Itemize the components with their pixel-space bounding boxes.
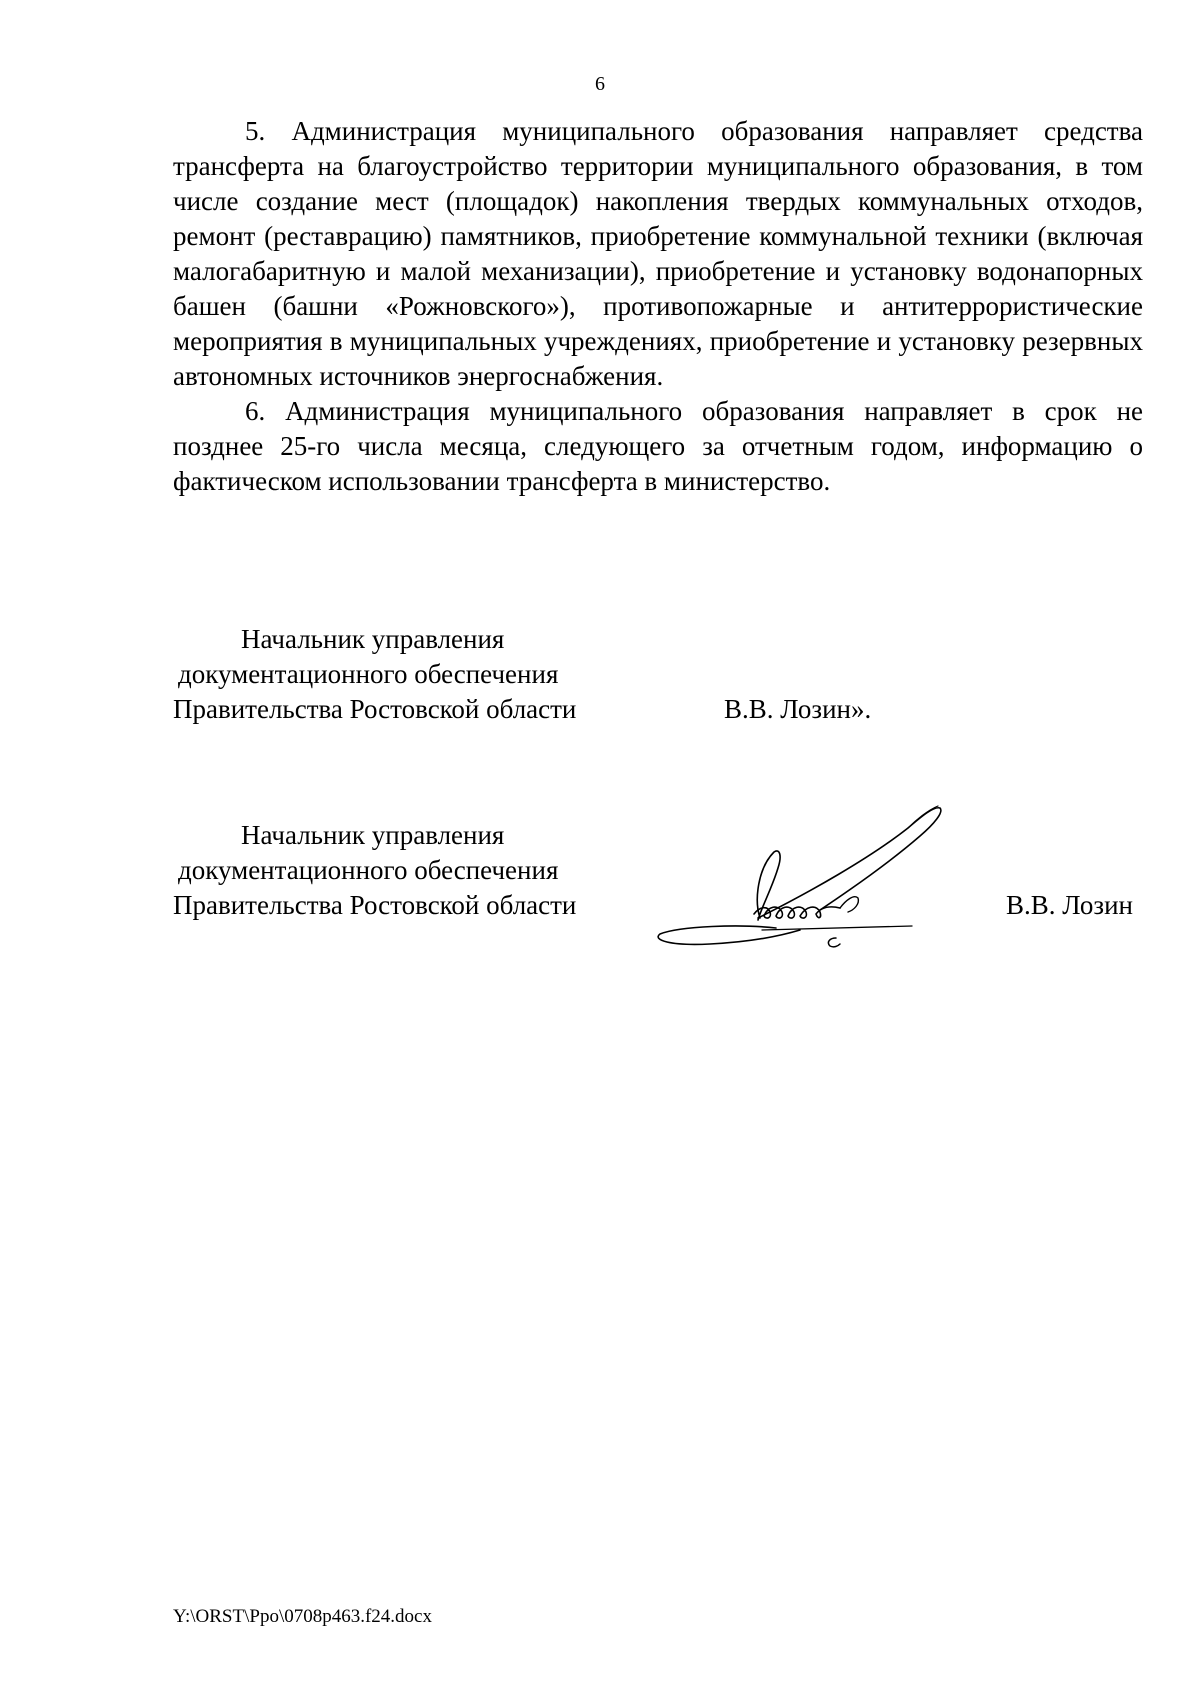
signature-block-1-title-line-2: документационного обеспечения [178,659,559,689]
footer-file-path: Y:\ORST\Ppo\0708p463.f24.docx [173,1606,432,1627]
signature-block-2-name: В.В. Лозин [1006,890,1133,920]
signature-block-1-title-line-3: Правительства Ростовской области [173,694,577,724]
signature-block-2-title-line-2: документационного обеспечения [178,855,559,885]
signature-block-2-title-line-3: Правительства Ростовской области [173,890,577,920]
document-body [173,114,1143,499]
signature-block-2-title [173,818,613,923]
signature-block-1-name: В.В. Лозин». [724,694,872,724]
signature-block-2-title-line-1: Начальник управления [241,820,505,850]
page-number: 6 [595,73,605,95]
handwritten-signature-icon [650,800,980,950]
signature-block-1-title [173,622,613,727]
paragraph-6: 6. Администрация муниципального образования направляет в срок не позднее 25-го числа месяца, следующего за отчетным годом, информацию о фактическом использовании трансферта в министерство. [173,396,1143,496]
signature-block-1-title-line-1: Начальник управления [241,624,505,654]
paragraph-5: 5. Администрация муниципального образования направляет средства трансферта на благоустройство территории муниципального образования, в том числе создание мест (площадок) накопления твердых коммунальных отходов, ремонт (реставрацию) памятников, приобретение коммунальной техники (включая малогабаритную и малой механизации), приобретение и установку водонапорных башен (башни «Рожновского»), противопожарные и антитеррористические мероприятия в муниципальных учреждениях, приобретение и установку резервных автономных источников энергоснабжения. [173,116,1143,391]
